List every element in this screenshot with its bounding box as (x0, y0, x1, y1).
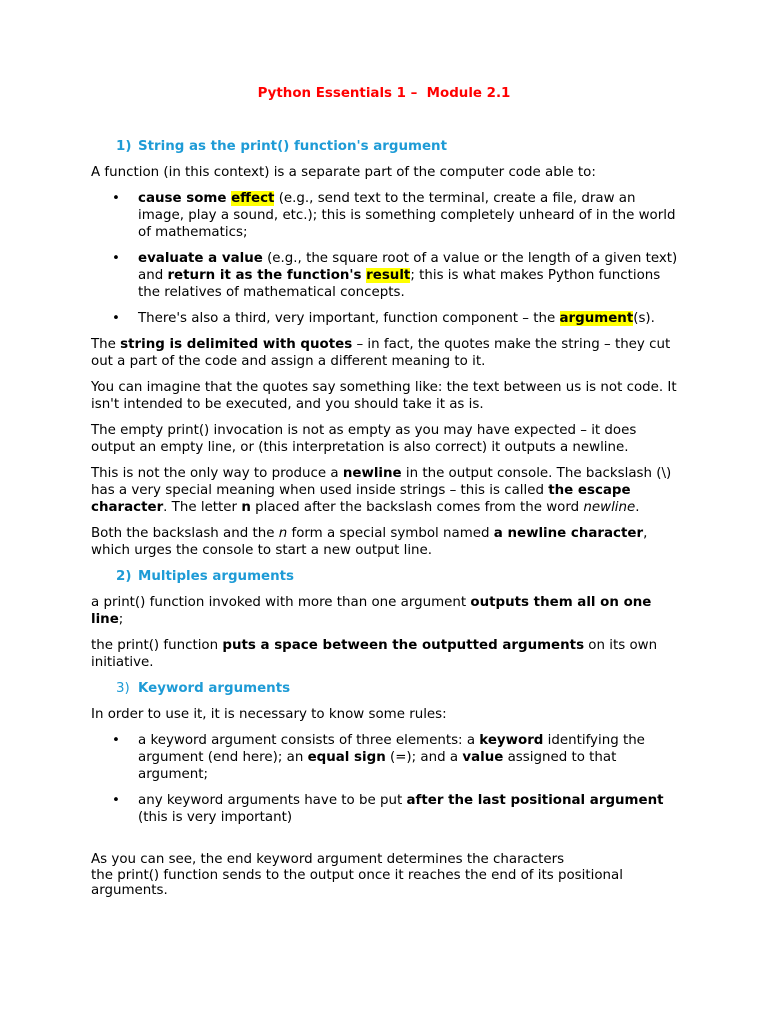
text: assigned to that argument; (138, 750, 617, 782)
text-italic: newline (583, 500, 636, 515)
text: the print() function sends to the output once it reaches the end of its positional arguments. (91, 867, 623, 898)
text: Both the backslash and the (91, 526, 279, 541)
text: on its own initiative. (91, 638, 658, 670)
text-bold: outputs them all on one line (91, 595, 652, 627)
text: (this is very important) (138, 810, 293, 825)
text: a print() function invoked with more than one argument (91, 595, 471, 610)
section-1-number: 1) (116, 139, 132, 154)
section-1-title: String as the print() function's argument (138, 139, 447, 154)
section-3-title: Keyword arguments (138, 681, 291, 696)
text-bold: the escape character (91, 483, 631, 515)
text: the print() function (91, 638, 223, 653)
text: (e.g., send text to the terminal, create a file, draw an image, play a sound, etc.); this is something completely unheard of in the world of mathematics; (138, 191, 676, 240)
paragraph (91, 525, 681, 559)
text-bold: string is delimited with quotes (120, 337, 353, 352)
text: . (635, 500, 640, 515)
text-bold: a newline character (493, 526, 644, 541)
section-3-list (91, 732, 681, 826)
bullet-icon: • (112, 191, 120, 206)
section-1-intro: A function (in this context) is a separate part of the computer code able to: (91, 165, 596, 180)
paragraph: The empty print() invocation is not as empty as you may have expected – it does output an empty line, or (this interpretation is also correct) it outputs a newline. (91, 423, 637, 455)
bullet-icon: • (112, 251, 120, 266)
section-2-number: 2) (116, 569, 132, 584)
text-bold: cause some (138, 191, 232, 206)
document-body (91, 138, 681, 908)
text: ; this is what makes Python functions the relatives of mathematical concepts. (138, 268, 661, 300)
text: . The letter (163, 500, 242, 515)
section-3-intro: In order to use it, it is necessary to know some rules: (91, 707, 447, 722)
section-3-number: 3) (116, 681, 130, 696)
text: – in fact, the quotes make the string – they cut out a part of the code and assign a different meaning to it. (91, 337, 671, 369)
text-bold: puts a space between the outputted arguments (222, 638, 585, 653)
paragraph (91, 594, 681, 628)
bullet-icon: • (112, 311, 120, 326)
text: in the output console. The backslash (\) has a very special meaning when used inside strings – this is called (91, 466, 672, 498)
list-item (91, 250, 681, 301)
text: ; (118, 612, 124, 627)
list-item (91, 732, 681, 783)
section-2-heading (116, 568, 681, 585)
text-bold: newline (342, 466, 402, 481)
section-3-heading (116, 680, 681, 697)
paragraph (91, 637, 681, 671)
section-1-heading (116, 138, 681, 155)
text: any keyword arguments have to be put (138, 793, 407, 808)
text-bold: equal sign (307, 750, 386, 765)
paragraph (91, 336, 681, 370)
text: a keyword argument consists of three elements: a (138, 733, 480, 748)
text-bold: evaluate a value (138, 251, 263, 266)
text: identifying the argument (end here); an (138, 733, 645, 765)
text: (=); and a (385, 750, 463, 765)
text: form a special symbol named (287, 526, 494, 541)
text: placed after the backslash comes from the word (250, 500, 584, 515)
text-bold: value (462, 750, 504, 765)
closing-paragraph (91, 852, 681, 899)
text-bold: return it as the function's (167, 268, 367, 283)
text-bold: keyword (479, 733, 544, 748)
bullet-icon: • (112, 793, 120, 808)
highlighted-term: effect (231, 191, 275, 206)
list-item (91, 190, 681, 241)
text: As you can see, the end keyword argument determines the characters (91, 852, 565, 867)
section-1-list (91, 190, 681, 327)
section-2-title: Multiples arguments (138, 569, 295, 584)
highlighted-term: argument (559, 311, 634, 326)
bullet-icon: • (112, 733, 120, 748)
paragraph: You can imagine that the quotes say something like: the text between us is not code. It isn't intended to be executed, and you should take it as is. (91, 380, 677, 412)
text: The (91, 337, 121, 352)
text: (e.g., the square root of a value or the length of a given text) and (138, 251, 678, 283)
document-title: Python Essentials 1 – Module 2.1 (257, 86, 511, 101)
text-italic: n (278, 526, 288, 541)
list-item (91, 792, 681, 826)
paragraph (91, 465, 681, 516)
text: There's also a third, very important, function component – the (138, 311, 560, 326)
text-bold: after the last positional argument (406, 793, 664, 808)
text-bold: n (241, 500, 251, 515)
highlighted-term: result (366, 268, 411, 283)
text: This is not the only way to produce a (91, 466, 343, 481)
text: (s). (633, 311, 655, 326)
list-item (91, 310, 681, 327)
text: , which urges the console to start a new output line. (91, 526, 648, 558)
